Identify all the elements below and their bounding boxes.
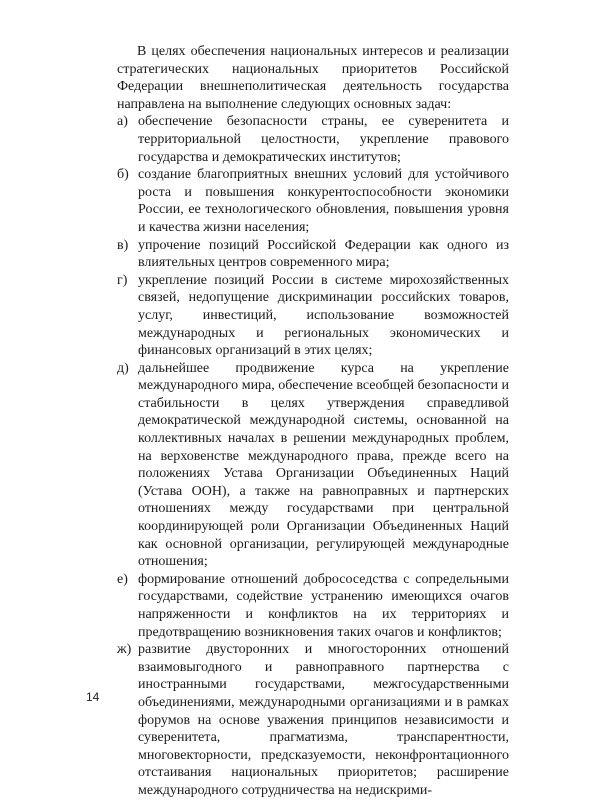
list-marker: ж) (117, 642, 132, 658)
page-number: 14 (86, 690, 100, 704)
page-body (117, 43, 509, 800)
list-item-g (117, 272, 509, 360)
list-marker: в) (117, 237, 129, 253)
list-marker: д) (117, 360, 129, 376)
intro-paragraph: В целях обеспечения национальных интересов и реализации стратегических национальных приоритетов Российской Федерации внешнеполитическая деятельность государства направлена на выполнение следующих основных задач: (117, 44, 509, 112)
list-marker: г) (117, 272, 128, 288)
list-item-text: развитие двусторонних и многосторонних отношений взаимовыгодного и равноправного партнерства с иностранными государствами, межгосударственными объединениями, международными организациями и в рамках форумов на основе уважения принципов независимости и суверенитета, прагматизма, транспарентности, многовекторности, предсказуемости, неконфронтационного отстаивания национальных приоритетов; расширение международного сотрудничества на недискрими- (138, 642, 509, 798)
list-item-text: упрочение позиций Российской Федерации как одного из влиятельных центров современного мира; (138, 237, 509, 271)
list-item-v (117, 237, 509, 272)
list-marker: б) (117, 167, 129, 183)
list-marker: е) (117, 571, 128, 587)
list-item-b (117, 166, 509, 236)
list-item-text: укрепление позиций России в системе мирохозяйственных связей, недопущение дискриминации российских товаров, услуг, инвестиций, использование возможностей международных и региональных экономических и финансовых организаций в этих целях; (138, 272, 509, 359)
list-item-text: формирование отношений добрососедства с сопредельными государствами, содействие устранению имеющихся очагов напряженности и конфликтов на их территориях и предотвращению возникновения таких очагов и конфликтов; (138, 571, 509, 640)
list-item-text: создание благоприятных внешних условий для устойчивого роста и повышения конкурентоспособности экономики России, ее технологического обновления, повышения уровня и качества жизни населения; (138, 167, 509, 235)
list-item-text: обеспечение безопасности страны, ее суверенитета и территориальной целостности, укрепление правового государства и демократических институтов; (138, 114, 509, 165)
list-item-text: дальнейшее продвижение курса на укрепление международного мира, обеспечение всеобщей безопасности и стабильности в целях утверждения справедливой демократической международной системы, основанной на коллективных началах в решении международных проблем, на верховенстве международного права, прежде всего на положениях Устава Организации Объединенных Наций (Устава ООН), а также на равноправных и партнерских отношениях между государствами при центральной координирующей роли Организации Объединенных Наций как основной организации, регулирующей международные отношения; (138, 360, 509, 570)
list-item-e (117, 571, 509, 641)
list-marker: а) (117, 114, 128, 130)
list-item-a (117, 113, 509, 166)
list-item-zh (117, 641, 509, 799)
list-item-d (117, 360, 509, 571)
